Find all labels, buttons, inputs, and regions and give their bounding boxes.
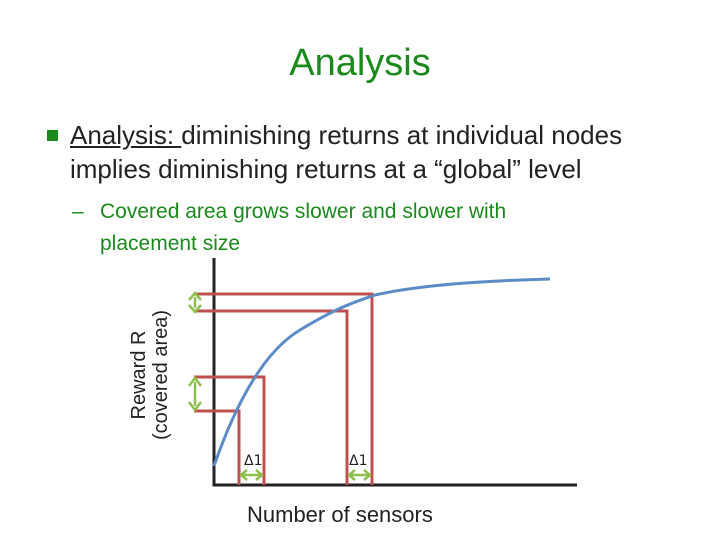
delta-label-small: Δ1 (244, 453, 263, 469)
bullet-prefix: Analysis: (70, 120, 182, 150)
delta-label-large: Δ1 (349, 453, 368, 469)
bullet-text: diminishing returns at individual nodes implies diminishing returns at a “global” level (70, 120, 623, 184)
guide-large-upper (194, 294, 372, 485)
y-axis-label (128, 310, 172, 440)
sub-bullet-line2: placement size (100, 232, 241, 255)
reward-gain-arrow-small (189, 378, 201, 410)
sub-bullet-dash: – (72, 200, 84, 223)
delta-arrow-small (241, 470, 262, 480)
slide-title: Analysis (289, 42, 431, 84)
delta-arrow-large (349, 470, 370, 480)
sub-bullet-line1: Covered area grows slower and slower with (100, 200, 507, 223)
y-axis-label-line2: (covered area) (150, 309, 172, 441)
y-axis-label-line1: Reward R (128, 330, 150, 420)
reward-gain-arrow-large (189, 293, 201, 312)
x-axis-label: Number of sensors (247, 502, 433, 527)
